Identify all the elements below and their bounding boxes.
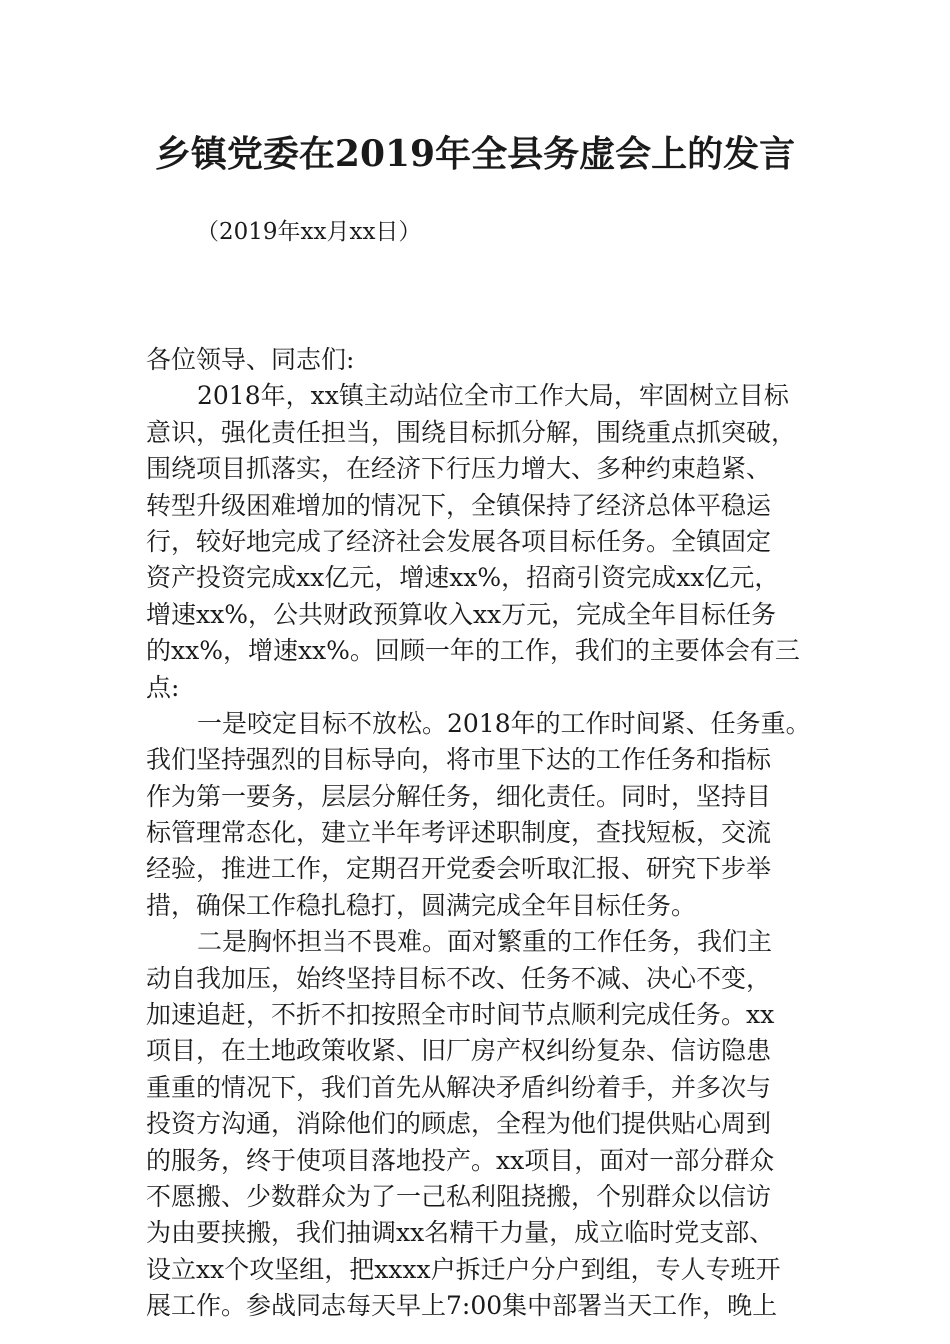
paragraph-3-line: 二是胸怀担当不畏难。面对繁重的工作任务，我们主 — [197, 927, 773, 957]
paragraph-2-line: 经验，推进工作，定期召开党委会听取汇报、研究下步举 — [146, 854, 772, 884]
paragraph-1-line: 意识，强化责任担当，围绕目标抓分解，围绕重点抓突破， — [146, 417, 797, 447]
paragraph-3-line: 设立xx个攻坚组，把xxxx户拆迁户分户到组，专人专班开 — [146, 1254, 781, 1284]
paragraph-3-line: 为由要挟搬，我们抽调xx名精干力量，成立临时党支部、 — [146, 1218, 775, 1248]
paragraph-3-line: 项目，在土地政策收紧、旧厂房产权纠纷复杂、信访隐患 — [146, 1036, 772, 1066]
document-date: （2019年xx月xx日） — [196, 219, 422, 245]
paragraph-3-line: 动自我加压，始终坚持目标不改、任务不减、决心不变， — [146, 963, 772, 993]
paragraph-3-line: 的服务，终于使项目落地投产。xx项目，面对一部分群众 — [146, 1145, 775, 1175]
paragraph-2-line: 标管理常态化，建立半年考评述职制度，查找短板，交流 — [146, 818, 772, 848]
paragraph-3-line: 加速追赶，不折不扣按照全市时间节点顺利完成任务。xx — [146, 1000, 775, 1030]
paragraph-1-line: 资产投资完成xx亿元，增速xx%，招商引资完成xx亿元， — [146, 563, 780, 593]
document-title: 乡镇党委在2019年全县务虚会上的发言 — [154, 133, 796, 175]
paragraph-1-line: 行，较好地完成了经济社会发展各项目标任务。全镇固定 — [146, 526, 772, 556]
paragraph-1-line: 的xx%，增速xx%。回顾一年的工作，我们的主要体会有三 — [146, 636, 800, 666]
paragraph-2-line: 作为第一要务，层层分解任务，细化责任。同时，坚持目 — [146, 781, 772, 811]
paragraph-2-line: 我们坚持强烈的目标导向，将市里下达的工作任务和指标 — [146, 745, 772, 775]
paragraph-1-line: 围绕项目抓落实，在经济下行压力增大、多种约束趋紧、 — [146, 454, 772, 484]
paragraph-1-line: 2018年，xx镇主动站位全市工作大局，牢固树立目标 — [197, 381, 789, 411]
paragraph-1-line: 点: — [146, 672, 180, 702]
paragraph-1-line: 转型升级困难增加的情况下，全镇保持了经济总体平稳运 — [146, 490, 772, 520]
paragraph-2-line: 一是咬定目标不放松。2018年的工作时间紧、任务重。 — [197, 708, 811, 738]
greeting: 各位领导、同志们: — [146, 345, 355, 374]
paragraph-3-line: 展工作。参战同志每天早上7:00集中部署当天工作，晚上 — [146, 1291, 778, 1321]
document-body — [146, 342, 826, 1325]
paragraph-3-line: 不愿搬、少数群众为了一己私利阻挠搬，个别群众以信访 — [146, 1181, 772, 1211]
paragraph-3-line: 重重的情况下，我们首先从解决矛盾纠纷着手，并多次与 — [146, 1072, 772, 1102]
paragraph-1-line: 增速xx%，公共财政预算收入xx万元，完成全年目标任务 — [146, 599, 777, 629]
paragraph-3-line: 投资方沟通，消除他们的顾虑，全程为他们提供贴心周到 — [146, 1109, 772, 1139]
paragraph-2-line: 措，确保工作稳扎稳打，圆满完成全年目标任务。 — [146, 890, 697, 920]
